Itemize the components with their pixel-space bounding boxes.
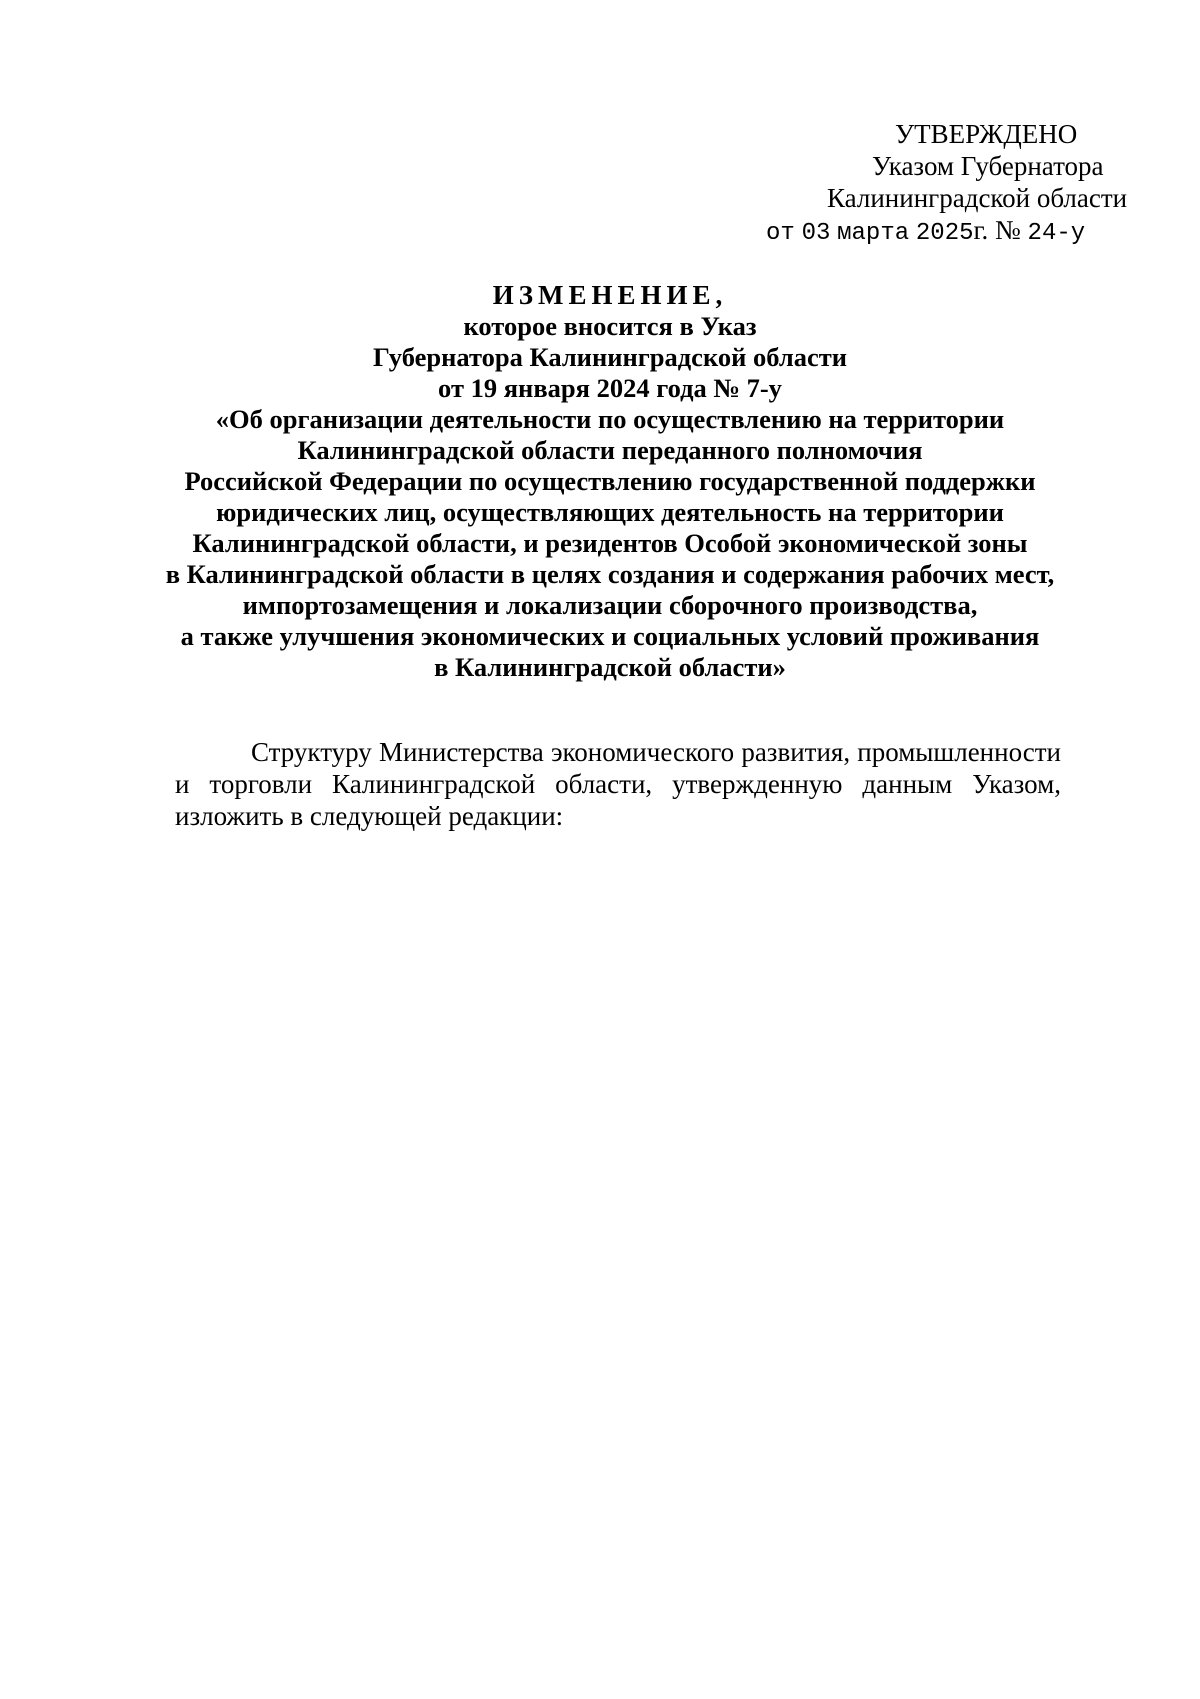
heading-line: в Калининградской области» — [434, 652, 786, 682]
approval-date-year-suffix: г. № — [973, 215, 1021, 245]
approval-date-month: марта — [837, 220, 910, 247]
body-paragraph — [175, 736, 1061, 832]
heading-line: «Об организации деятельности по осуществлению на территории — [215, 404, 1005, 434]
body-line: Структуру Министерства экономического развития, промышленности — [251, 737, 1061, 767]
approval-date-line — [760, 214, 1160, 250]
heading-line: а также улучшения экономических и социальных условий проживания — [180, 621, 1040, 651]
approval-decree-number: 24-у — [1027, 220, 1086, 247]
heading-line: импортозамещения и локализации сборочного производства, — [242, 590, 978, 620]
approval-date-prefix: от — [766, 220, 795, 247]
heading-title: ИЗМЕНЕНИЕ, — [492, 280, 728, 310]
heading-line: Губернатора Калининградской области — [372, 342, 848, 372]
heading-line: в Калининградской области в целях создания и содержания рабочих мест, — [165, 559, 1055, 589]
heading-line: от 19 января 2024 года № 7-у — [438, 373, 782, 403]
body-line: и торговли Калининградской области, утвержденную данным Указом, — [175, 769, 1061, 799]
approval-date-year: 2025 — [915, 220, 974, 247]
body-line: изложить в следующей редакции: — [175, 801, 564, 831]
heading-line: Российской Федерации по осуществлению государственной поддержки — [184, 466, 1036, 496]
approval-region: Калининградской области — [827, 183, 1128, 213]
heading-line: Калининградской области, и резидентов Особой экономической зоны — [192, 528, 1028, 558]
heading-line: которое вносится в Указ — [463, 311, 757, 341]
heading-line: Калининградской области переданного полномочия — [297, 435, 923, 465]
approval-approved: УТВЕРЖДЕНО — [895, 119, 1078, 149]
approval-date-day: 03 — [801, 220, 831, 247]
document-heading — [160, 280, 1060, 683]
approval-by-decree: Указом Губернатора — [872, 151, 1104, 181]
approval-stamp — [760, 118, 1160, 250]
heading-line: юридических лиц, осуществляющих деятельность на территории — [216, 497, 1004, 527]
